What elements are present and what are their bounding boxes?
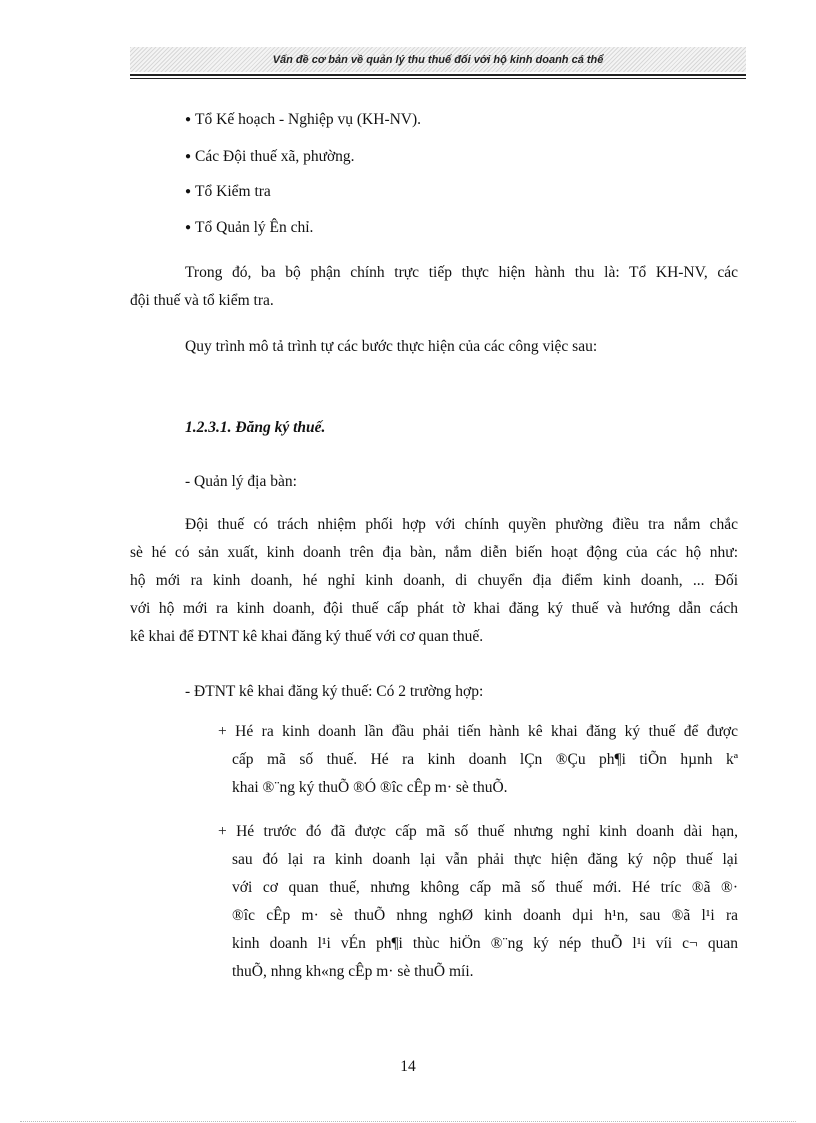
bullet-item: ● Tổ Quản lý Ên chỉ. [185, 218, 313, 240]
paragraph-line: Trong đó, ba bộ phận chính trực tiếp thực hiện hành thu là: Tổ KH-NV, các [185, 264, 738, 281]
paragraph-line: kê khai để ĐTNT kê khai đăng ký thuế với cơ quan thuế. [130, 628, 484, 645]
header-rule [130, 74, 746, 76]
page-bottom-divider [20, 1121, 796, 1122]
case-line: ®îc cÊp m· sè thuÕ nhng nghØ kinh doanh dµi h¹n, sau ®ã l¹i ra [232, 907, 738, 924]
case-line: với cơ quan thuế, nhưng không cấp mã số thuế mới. Hé tríc ®ã ®· [232, 879, 738, 896]
header-rule-thin [130, 78, 746, 79]
bullet-item: ● Tổ Kiểm tra [185, 182, 271, 204]
paragraph-line: Quy trình mô tả trình tự các bước thực hiện của các công việc sau: [185, 338, 598, 355]
running-header [130, 47, 746, 72]
case-line: + Hé trước đó đã được cấp mã số thuế nhưng nghỉ kinh doanh dài hạn, [218, 823, 738, 840]
section-heading: 1.2.3.1. Đăng ký thuế. [185, 419, 326, 436]
bullet-item: ● Tổ Kế hoạch - Nghiệp vụ (KH-NV). [185, 110, 421, 132]
subheading: - ĐTNT kê khai đăng ký thuế: Có 2 trường hợp: [185, 683, 484, 700]
paragraph-line: đội thuế và tổ kiểm tra. [130, 292, 274, 309]
bullet-item: ● Các Đội thuế xã, phường. [185, 147, 355, 169]
subheading: - Quản lý địa bàn: [185, 473, 297, 490]
paragraph-line: với hộ mới ra kinh doanh, đội thuế cấp phát tờ khai đăng ký thuế và hướng dẫn cách [130, 600, 738, 617]
header-title: Vấn đề cơ bản về quản lý thu thuế đối với hộ kinh doanh cá thể [272, 53, 604, 66]
case-line: sau đó lại ra kinh doanh lại vẫn phải thực hiện đăng ký nộp thuế lại [232, 851, 738, 868]
paragraph-line: Đội thuế có trách nhiệm phối hợp với chính quyền phường điều tra nắm chắc [185, 516, 738, 533]
paragraph-line: hộ mới ra kinh doanh, hé nghỉ kinh doanh, di chuyển địa điểm kinh doanh, ... Đối [130, 572, 738, 589]
case-line: khai ®¨ng ký thuÕ ®Ó ®îc cÊp m· sè thuÕ. [232, 779, 508, 796]
case-line: thuÕ, nhng kh«ng cÊp m· sè thuÕ míi. [232, 963, 474, 980]
case-line: cấp mã số thuế. Hé ra kinh doanh lÇn ®Çu ph¶i tiÕn hµnh kª [232, 751, 738, 768]
paragraph-line: sè hé có sản xuất, kinh doanh trên địa bàn, nắm diễn biến hoạt động của các hộ như: [130, 544, 738, 561]
page-number: 14 [400, 1058, 416, 1075]
case-line: + Hé ra kinh doanh lần đầu phải tiến hành kê khai đăng ký thuế để được [218, 723, 738, 740]
case-line: kinh doanh l¹i vÉn ph¶i thùc hiÖn ®¨ng ký nép thuÕ l¹i víi c¬ quan [232, 935, 738, 952]
